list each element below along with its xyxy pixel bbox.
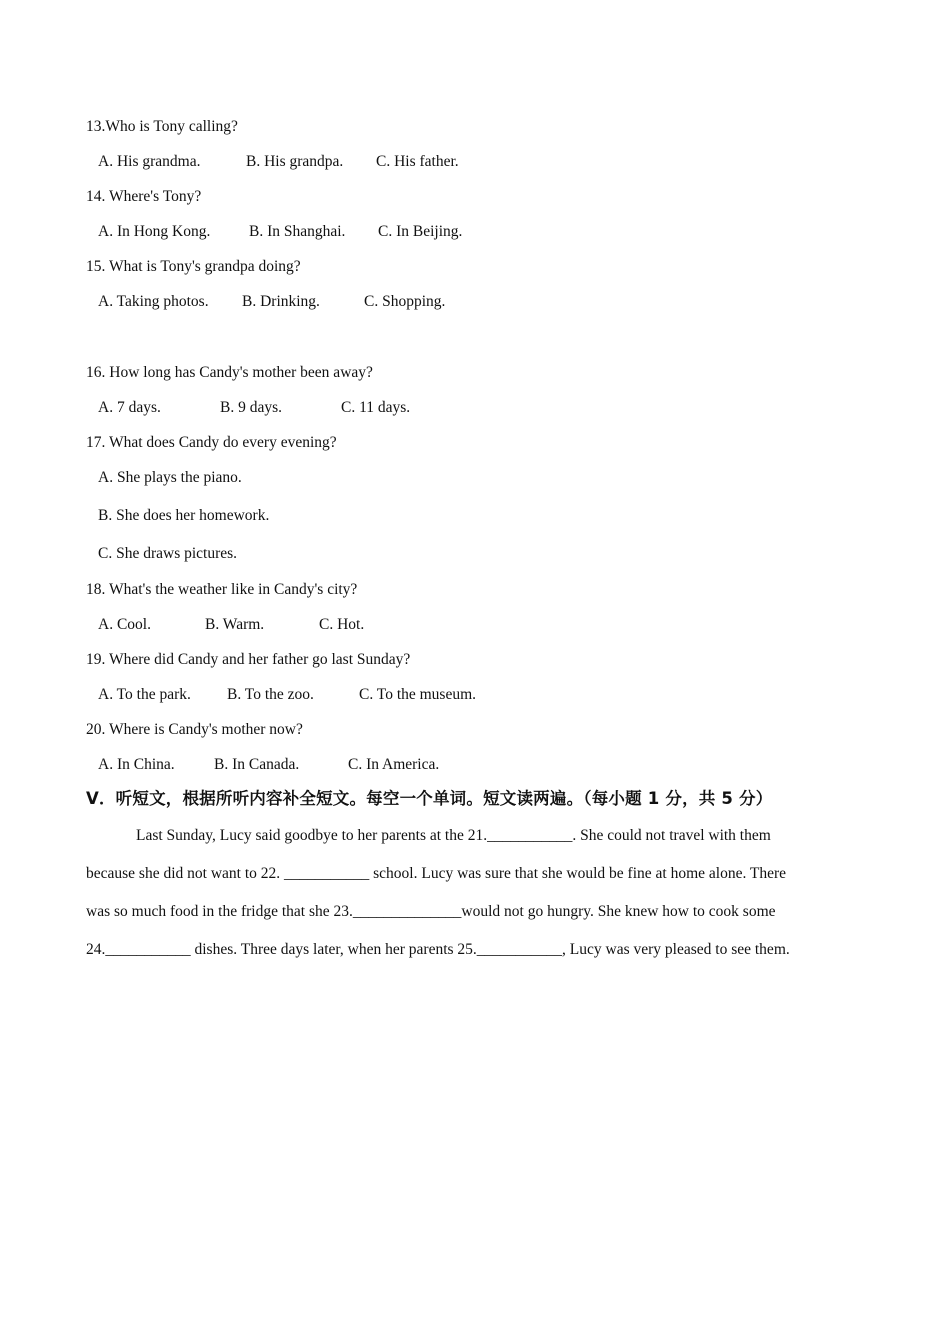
question-16-stem: 16. How long has Candy's mother been away? (86, 364, 373, 381)
question-15-option-a: A. Taking photos. (98, 293, 209, 310)
cloze-line-4: 24.___________ dishes. Three days later, when her parents 25.___________, Lucy was very pleased to see them. (86, 941, 790, 958)
question-20-option-b: B. In Canada. (214, 756, 300, 773)
question-13-stem: 13.Who is Tony calling? (86, 118, 238, 135)
question-19-stem: 19. Where did Candy and her father go last Sunday? (86, 651, 411, 668)
question-14-option-a: A. In Hong Kong. (98, 223, 211, 240)
section-5-heading: V．听短文，根据所听内容补全短文。每空一个单词。短文读两遍。（每小题 1 分，共 5 分） (86, 789, 773, 808)
cloze-line-1: Last Sunday, Lucy said goodbye to her parents at the 21.___________. She could not travel with them (136, 827, 771, 844)
question-20-option-a: A. In China. (98, 756, 175, 773)
question-13-option-a: A. His grandma. (98, 153, 201, 170)
question-15-option-c: C. Shopping. (364, 293, 446, 310)
question-15-option-b: B. Drinking. (242, 293, 320, 310)
question-20-stem: 20. Where is Candy's mother now? (86, 721, 303, 738)
question-15-stem: 15. What is Tony's grandpa doing? (86, 258, 301, 275)
question-14-option-c: C. In Beijing. (378, 223, 463, 240)
question-14-option-b: B. In Shanghai. (249, 223, 346, 240)
question-17-option-b: B. She does her homework. (98, 507, 270, 524)
question-16-option-a: A. 7 days. (98, 399, 161, 416)
question-16-option-c: C. 11 days. (341, 399, 411, 416)
question-18-stem: 18. What's the weather like in Candy's city? (86, 581, 358, 598)
question-17-stem: 17. What does Candy do every evening? (86, 434, 337, 451)
question-18-option-b: B. Warm. (205, 616, 265, 633)
question-19-option-c: C. To the museum. (359, 686, 477, 703)
cloze-line-2: because she did not want to 22. ___________ school. Lucy was sure that she would be fine at home alone. There (86, 865, 787, 882)
question-20-option-c: C. In America. (348, 756, 440, 773)
question-18-option-a: A. Cool. (98, 616, 151, 633)
question-17-option-c: C. She draws pictures. (98, 545, 238, 562)
question-18-option-c: C. Hot. (319, 616, 365, 633)
question-13-option-c: C. His father. (376, 153, 459, 170)
question-19-option-b: B. To the zoo. (227, 686, 314, 703)
question-16-option-b: B. 9 days. (220, 399, 282, 416)
question-14-stem: 14. Where's Tony? (86, 188, 202, 205)
question-19-option-a: A. To the park. (98, 686, 191, 703)
cloze-line-3: was so much food in the fridge that she 23.______________would not go hungry. She knew how to cook some (86, 903, 776, 920)
question-13-option-b: B. His grandpa. (246, 153, 344, 170)
question-17-option-a: A. She plays the piano. (98, 469, 242, 486)
